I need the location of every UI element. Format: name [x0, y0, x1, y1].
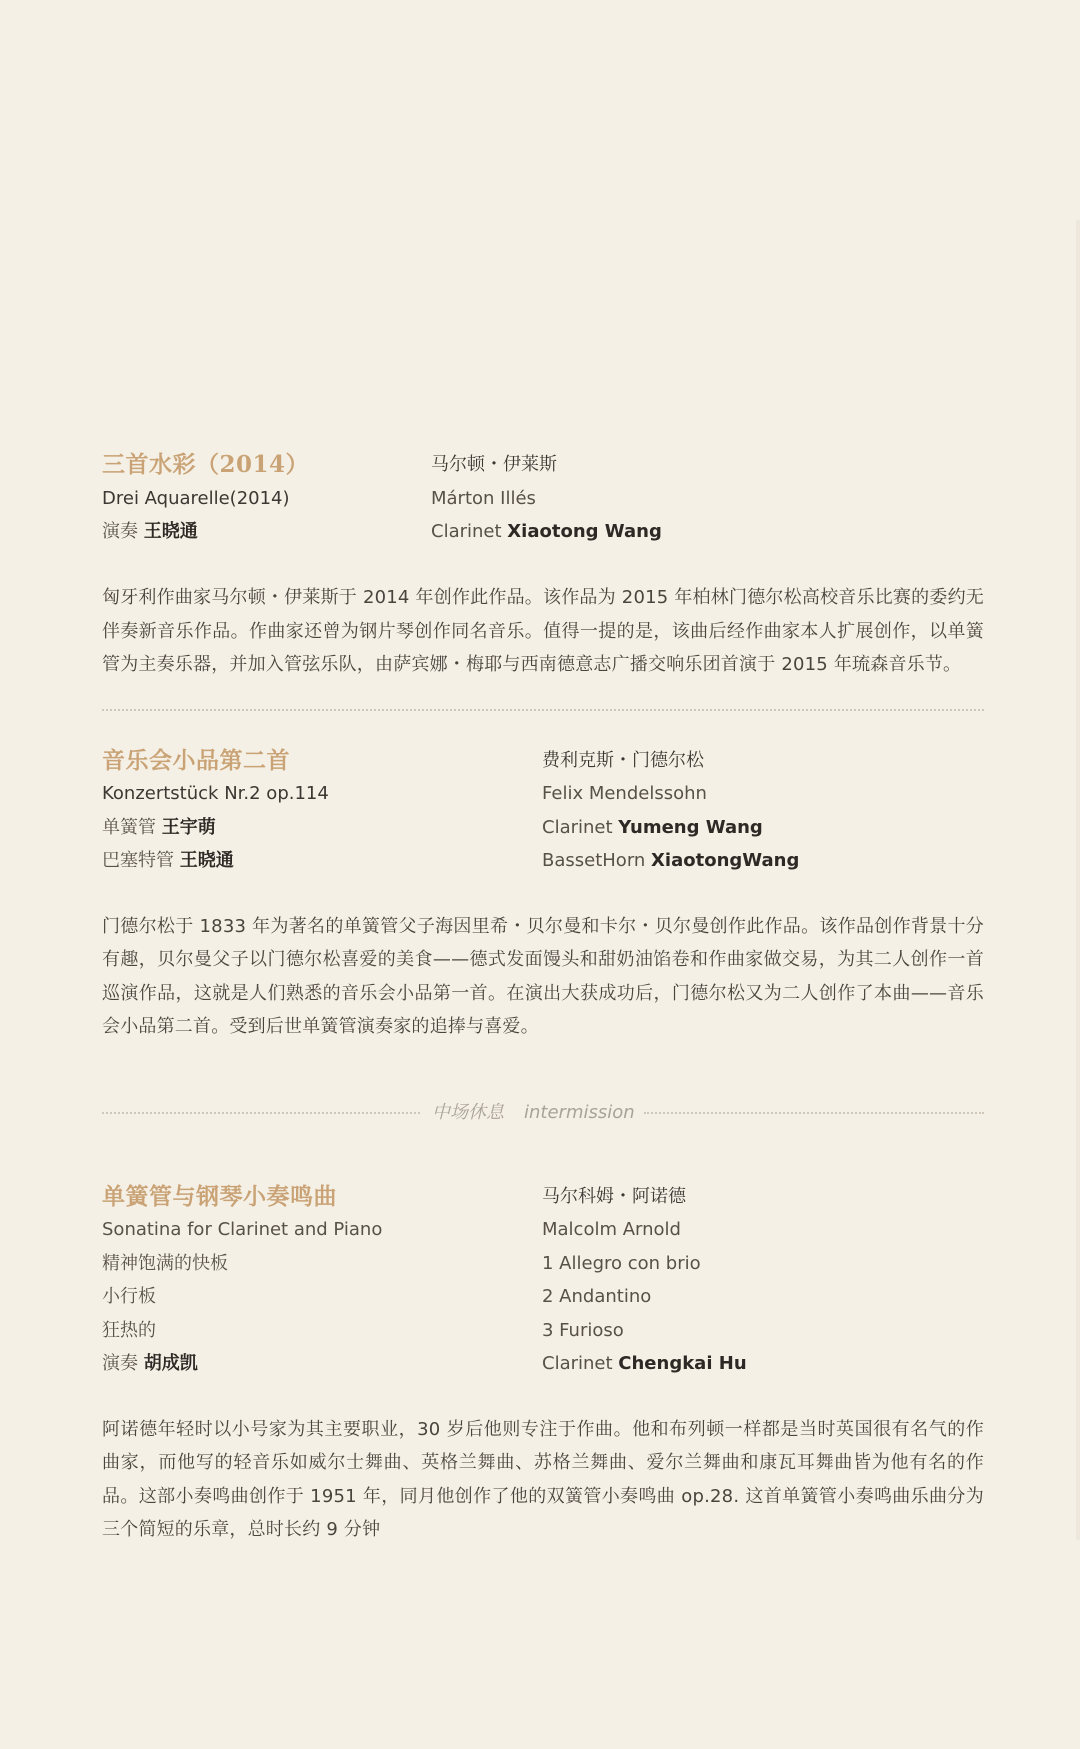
piece-3-title-cn: 单簧管与钢琴小奏鸣曲	[102, 1182, 337, 1210]
performer-role-cn: 演奏	[102, 1353, 138, 1374]
piece-1-performer-cn	[102, 515, 309, 549]
piece-1-description: 匈牙利作曲家马尔顿・伊莱斯于 2014 年创作此作品。该作品为 2015 年柏林门德尔松高校音乐比赛的委约无伴奏新音乐作品。作曲家还曾为钢片琴创作同名音乐。值得一提的是，该曲后经作曲家本人扩展创作，以单簧管为主奏乐器，并加入管弦乐队，由萨宾娜・梅耶与西南德意志广播交响乐团首演于 2015 年琉森音乐节。	[102, 587, 984, 675]
piece-3-performer-en	[542, 1347, 747, 1381]
piece-1-title-cn: 三首水彩（2014）	[102, 451, 310, 478]
piece-3-composer-en: Malcolm Arnold	[542, 1219, 681, 1240]
piece-2-description: 门德尔松于 1833 年为著名的单簧管父子海因里希・贝尔曼和卡尔・贝尔曼创作此作品。该作品创作背景十分有趣，贝尔曼父子以门德尔松喜爱的美食——德式发面馒头和甜奶油馅卷和作曲家做交易，为其二人创作一首巡演作品，这就是人们熟悉的音乐会小品第一首。在演出大获成功后，门德尔松又为二人创作了本曲——音乐会小品第二首。受到后世单簧管演奏家的追捧与喜爱。	[102, 915, 984, 1037]
piece-2-performer-1-cn	[102, 811, 329, 845]
piece-3-composer-cn: 马尔科姆・阿诺德	[542, 1185, 686, 1207]
piece-3-title-en: Sonatina for Clarinet and Piano	[102, 1219, 383, 1240]
piece-2-composer-cn: 费利克斯・门德尔松	[542, 749, 704, 771]
performer-role-en: Clarinet	[542, 1353, 613, 1374]
piece-3-description: 阿诺德年轻时以小号家为其主要职业，30 岁后他则专注于作曲。他和布列顿一样都是当时英国很有名气的作曲家，而他写的轻音乐如威尔士舞曲、英格兰舞曲、苏格兰舞曲、爱尔兰舞曲和康瓦耳舞曲皆为他有名的作品。这部小奏鸣曲创作于 1951 年，同月他创作了他的双簧管小奏鸣曲 op.28. 这首单簧管小奏鸣曲乐曲分为三个简短的乐章，总时长约 9 分钟	[102, 1418, 984, 1540]
performer-role-en: BassetHorn	[542, 850, 646, 871]
performer-name-en: Xiaotong Wang	[507, 521, 662, 542]
performer-name-en: Yumeng Wang	[618, 816, 763, 838]
performer-role-cn: 巴塞特管	[102, 850, 174, 871]
piece-3-movement-2-en: 2 Andantino	[542, 1286, 652, 1307]
page-edge-shadow	[1076, 220, 1080, 1540]
piece-2-performer-2-cn	[102, 844, 329, 878]
piece-2-title-cn: 音乐会小品第二首	[102, 746, 290, 774]
piece-3-header	[102, 1180, 984, 1381]
piece-2-header	[102, 744, 984, 878]
performer-name-cn: 王晓通	[143, 521, 198, 542]
intermission-rule-right	[644, 1112, 984, 1114]
piece-2-performer-1-en	[542, 811, 799, 845]
intermission-label-cn: 中场休息	[432, 1101, 504, 1123]
piece-1-composer-cn: 马尔顿・伊莱斯	[431, 454, 557, 475]
piece-2-left-column	[102, 744, 329, 878]
performer-role-en: Clarinet	[542, 816, 613, 838]
piece-3-performer-cn	[102, 1347, 382, 1381]
program-page	[102, 448, 984, 1547]
piece-2-title-en: Konzertstück Nr.2 op.114	[102, 783, 329, 804]
piece-3-movement-2-cn: 小行板	[102, 1286, 156, 1307]
piece-3-movement-1-en: 1 Allegro con brio	[542, 1252, 701, 1274]
piece-2-performer-2-en	[542, 844, 799, 878]
piece-1-left-column	[102, 448, 309, 549]
piece-3-movement-3-en: 3 Furioso	[542, 1319, 624, 1341]
piece-1-title-en: Drei Aquarelle(2014)	[102, 487, 290, 509]
performer-role-cn: 演奏	[102, 521, 138, 542]
performer-name-en: XiaotongWang	[651, 850, 800, 871]
piece-3-movement-1-cn: 精神饱满的快板	[102, 1252, 228, 1274]
piece-3-right-column	[542, 1180, 747, 1381]
intermission-divider	[102, 1098, 984, 1128]
piece-2-right-column	[542, 744, 799, 878]
piece-3-left-column	[102, 1180, 382, 1381]
intermission-label-en: intermission	[524, 1101, 635, 1123]
piece-1-right-column	[431, 448, 662, 549]
piece-3-movement-3-cn: 狂热的	[102, 1319, 156, 1341]
intermission-rule-left	[102, 1112, 420, 1114]
intermission-label	[432, 1098, 655, 1128]
performer-name-cn: 王宇萌	[161, 816, 216, 838]
performer-role-cn: 单簧管	[102, 816, 156, 838]
performer-role-en: Clarinet	[431, 521, 502, 542]
piece-2-composer-en: Felix Mendelssohn	[542, 783, 707, 804]
performer-name-cn: 王晓通	[179, 850, 234, 871]
performer-name-en: Chengkai Hu	[618, 1353, 747, 1374]
piece-1-performer-en	[431, 515, 662, 549]
piece-1-header	[102, 448, 984, 549]
piece-1-composer-en: Márton Illés	[431, 487, 536, 509]
performer-name-cn: 胡成凯	[143, 1353, 198, 1374]
